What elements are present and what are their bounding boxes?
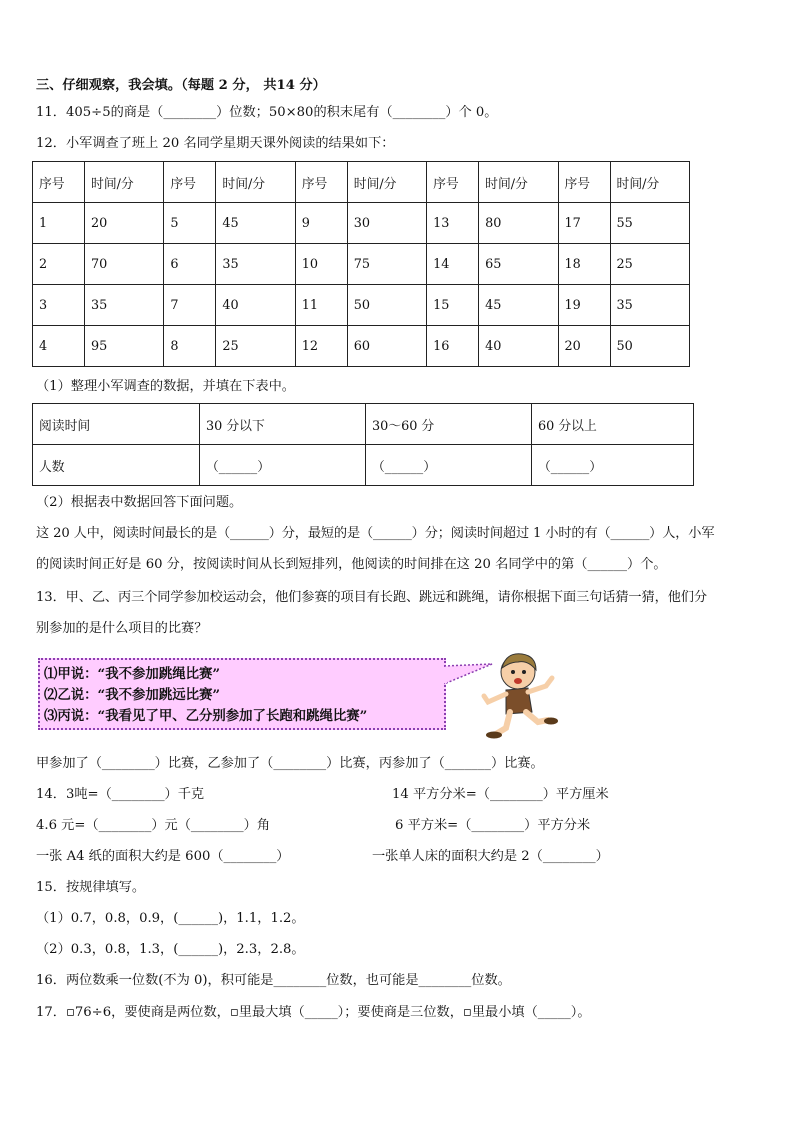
table-cell: 80: [479, 203, 558, 244]
question-14-e: 一张 A4 纸的面积大约是 600（________）: [36, 849, 290, 864]
table-row: [33, 285, 690, 326]
table-cell: 15: [427, 285, 479, 326]
question-15: 15．按规律填写。: [36, 880, 146, 895]
table-cell: 19: [558, 285, 610, 326]
table-cell: 40: [216, 285, 295, 326]
table-cell: 95: [85, 326, 164, 367]
table-header-cell: 序号: [33, 162, 85, 203]
question-12-part-2-line-1: 这 20 人中，阅读时间最长的是（______）分，最短的是（______）分；阅读时间超过 1 小时的有（______）人，小军: [36, 526, 715, 541]
table-cell: 18: [558, 244, 610, 285]
table-cell: 14: [427, 244, 479, 285]
table-header-row: [33, 162, 690, 203]
table-cell: 60 分以上: [532, 404, 694, 445]
table-header-cell: 序号: [295, 162, 347, 203]
table-cell: 35: [216, 244, 295, 285]
table-header-cell: 序号: [558, 162, 610, 203]
table-row: [33, 445, 694, 486]
callout-line: ⑵乙说：“我不参加跳远比赛”: [44, 687, 221, 703]
table-cell: 17: [558, 203, 610, 244]
speech-callout: [38, 658, 446, 730]
table-cell: 25: [610, 244, 689, 285]
table-cell: 25: [216, 326, 295, 367]
table-cell: 12: [295, 326, 347, 367]
table-cell: 75: [347, 244, 426, 285]
table-cell: 65: [479, 244, 558, 285]
table-cell: 5: [164, 203, 216, 244]
table-cell: 30～60 分: [366, 404, 532, 445]
table-row: [33, 404, 694, 445]
table-cell: 70: [85, 244, 164, 285]
table-cell: 35: [610, 285, 689, 326]
table-header-cell: 时间/分: [216, 162, 295, 203]
table-cell: 45: [479, 285, 558, 326]
table-cell: 2: [33, 244, 85, 285]
table-cell: 9: [295, 203, 347, 244]
answer-blank[interactable]: （______）: [200, 445, 366, 486]
table-cell: 60: [347, 326, 426, 367]
question-11: 11．405÷5的商是（________）位数；50×80的积末尾有（________）个 0。: [36, 105, 498, 120]
question-12: 12．小军调查了班上 20 名同学星期天课外阅读的结果如下：: [36, 136, 395, 151]
question-15-part-2: （2）0.3，0.8，1.3，(______)，2.3，2.8。: [36, 942, 305, 957]
question-14-b: 14 平方分米=（________）平方厘米: [392, 787, 609, 802]
table-cell: 45: [216, 203, 295, 244]
table-row: [33, 203, 690, 244]
answer-blank[interactable]: （______）: [532, 445, 694, 486]
table-header-cell: 时间/分: [479, 162, 558, 203]
question-14-d: 6 平方米=（________）平方分米: [395, 818, 591, 833]
table-cell: 30: [347, 203, 426, 244]
table-cell: 20: [85, 203, 164, 244]
table-cell: 4: [33, 326, 85, 367]
question-14-c: 4.6 元=（________）元（________）角: [36, 818, 271, 833]
table-cell: 人数: [33, 445, 200, 486]
answer-blank[interactable]: （______）: [366, 445, 532, 486]
question-12-part-2-line-2: 的阅读时间正好是 60 分，按阅读时间从长到短排列，他阅读的时间排在这 20 名同学中的第（______）个。: [36, 557, 667, 572]
table-row: [33, 326, 690, 367]
question-13-line-2: 别参加的是什么项目的比赛？: [36, 621, 208, 636]
question-12-part-1: （1）整理小军调查的数据，并填在下表中。: [36, 379, 295, 394]
question-14-a: 14．3吨=（________）千克: [36, 787, 205, 802]
table-cell: 35: [85, 285, 164, 326]
table-cell: 1: [33, 203, 85, 244]
callout-line: ⑴甲说：“我不参加跳绳比赛”: [44, 666, 221, 682]
table-header-cell: 时间/分: [85, 162, 164, 203]
table-cell: 11: [295, 285, 347, 326]
table-cell: 16: [427, 326, 479, 367]
table-cell: 6: [164, 244, 216, 285]
table-cell: 50: [610, 326, 689, 367]
question-16: 16．两位数乘一位数(不为 0)，积可能是________位数，也可能是________位数。: [36, 973, 511, 988]
callout-line: ⑶丙说：“我看见了甲、乙分别参加了长跑和跳绳比赛”: [44, 708, 368, 724]
question-13-answer: 甲参加了（________）比赛，乙参加了（________）比赛，丙参加了（_______）比赛。: [36, 756, 544, 771]
table-cell: 8: [164, 326, 216, 367]
table-cell: 3: [33, 285, 85, 326]
table-header-cell: 时间/分: [347, 162, 426, 203]
table-row: [33, 244, 690, 285]
question-15-part-1: （1）0.7，0.8，0.9，(______)，1.1，1.2。: [36, 911, 305, 926]
question-17: 17．▫76÷6，要使商是两位数，▫里最大填（_____）；要使商是三位数，▫里最小填（_____）。: [36, 1005, 591, 1020]
table-header-cell: 序号: [427, 162, 479, 203]
section-title: 三、仔细观察，我会填。（每题 2 分， 共14 分）: [36, 78, 326, 93]
table-cell: 阅读时间: [33, 404, 200, 445]
table-cell: 55: [610, 203, 689, 244]
table-cell: 40: [479, 326, 558, 367]
reading-data-table: [32, 161, 690, 367]
question-14-f: 一张单人床的面积大约是 2（________）: [372, 849, 609, 864]
table-cell: 13: [427, 203, 479, 244]
table-header-cell: 序号: [164, 162, 216, 203]
table-header-cell: 时间/分: [610, 162, 689, 203]
table-cell: 7: [164, 285, 216, 326]
table-cell: 20: [558, 326, 610, 367]
running-boy-illustration: [466, 650, 566, 740]
table-cell: 30 分以下: [200, 404, 366, 445]
question-12-part-2: （2）根据表中数据回答下面问题。: [36, 495, 243, 510]
question-13-line-1: 13．甲、乙、丙三个同学参加校运动会，他们参赛的项目有长跑、跳远和跳绳，请你根据下面三句话猜一猜，他们分: [36, 590, 707, 605]
table-cell: 10: [295, 244, 347, 285]
table-cell: 50: [347, 285, 426, 326]
summary-table: [32, 403, 694, 486]
